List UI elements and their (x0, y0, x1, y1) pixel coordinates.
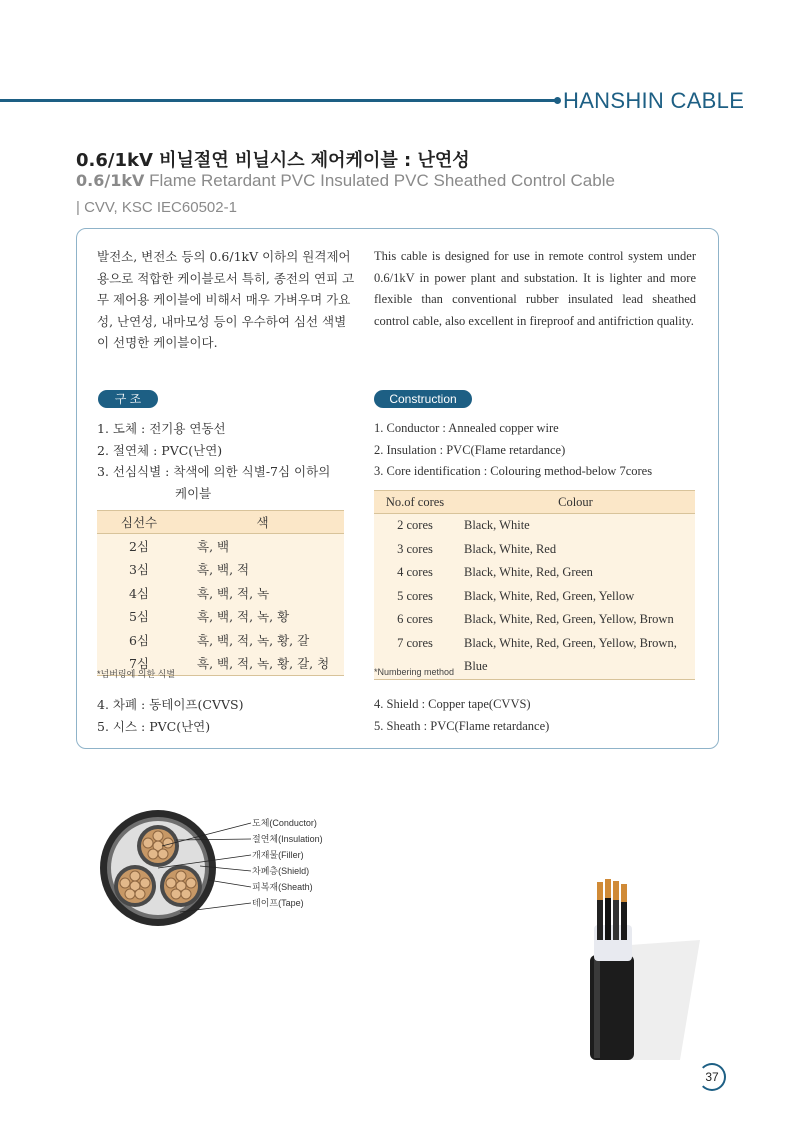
table-row (97, 581, 344, 605)
table-cell: Blue (456, 655, 695, 679)
table-cell: Black, White, Red, Green, Yellow, Brown, (456, 632, 695, 656)
construction-list-korean (97, 418, 357, 504)
table-cell: 3 cores (374, 538, 456, 562)
list-item: 1. Conductor : Annealed copper wire (374, 421, 559, 435)
table-header-cell: Colour (456, 491, 695, 514)
table-cell: 2 cores (374, 514, 456, 538)
page-title-korean: 0.6/1kV 비닐절연 비닐시스 제어케이블 : 난연성 (76, 150, 470, 171)
description-english: This cable is designed for use in remote control system under 0.6/1kV in power plant and substation. It is lighter and more flexible than conventional rubber insulated lead sheathed control cable, also excellent in fireproof and antifriction quality. (374, 249, 696, 328)
table-cell: 흑, 백 (181, 534, 344, 558)
table-cell: 4심 (97, 581, 181, 605)
table-cell: 7심 (97, 652, 181, 676)
table-cell: Black, White, Red (456, 538, 695, 562)
label-tape: 테이프(Tape) (252, 898, 304, 908)
table-cell: 흑, 백, 적, 녹, 황, 갈, 청 (181, 652, 344, 676)
label-shield: 차폐층(Shield) (252, 866, 310, 876)
header-rule-dot (554, 97, 561, 104)
construction-list-korean-continued (97, 694, 357, 737)
table-cell: 흑, 백, 적, 녹, 황, 갈 (181, 628, 344, 652)
list-item: 케이블 (175, 485, 212, 501)
table-row (374, 608, 695, 632)
list-item: 5. 시스 : PVC(난연) (97, 718, 211, 734)
cable-cross-section-diagram (88, 810, 258, 930)
table-header-cell: 색 (181, 511, 344, 534)
table-row (97, 534, 344, 558)
table-cell: Black, White, Red, Green, Yellow (456, 585, 695, 609)
table-header-row (97, 511, 344, 534)
cable-product-photo (570, 870, 710, 1060)
construction-list-english-continued (374, 694, 704, 737)
title-english-text: Flame Retardant PVC Insulated PVC Sheathed Control Cable (149, 171, 615, 190)
label-filler: 개재물(Filler) (252, 850, 304, 860)
construction-heading-english: Construction (374, 390, 472, 408)
table-cell: Black, White, Red, Green, Yellow, Brown (456, 608, 695, 632)
label-sheath: 피복재(Sheath) (252, 882, 313, 892)
table-cell: 5 cores (374, 585, 456, 609)
table-note-english: *Numbering method (374, 667, 455, 677)
list-item: 2. Insulation : PVC(Flame retardance) (374, 442, 566, 457)
core-right (160, 865, 202, 907)
table-row (374, 538, 695, 562)
table-header-cell: 심선수 (97, 511, 181, 534)
core-left (114, 865, 156, 907)
brand-name: HANSHIN CABLE (563, 88, 745, 113)
list-item: 2. 절연체 : PVC(난연) (97, 442, 223, 458)
list-item: 1. 도체 : 전기용 연동선 (97, 421, 226, 436)
table-row (97, 605, 344, 629)
title-voltage: 0.6/1kV (76, 171, 145, 190)
table-row (374, 561, 695, 585)
table-cell: 4 cores (374, 561, 456, 585)
construction-list-english (374, 418, 704, 483)
construction-heading-korean: 구 조 (98, 390, 158, 408)
core-colour-table-korean (97, 510, 344, 676)
table-row (97, 628, 344, 652)
list-item: 5. Sheath : PVC(Flame retardance) (374, 718, 550, 733)
header-rule (0, 99, 558, 102)
table-cell: Black, White (456, 514, 695, 538)
page-title-english (76, 171, 615, 191)
list-item: 3. Core identification : Colouring method-below 7cores (374, 464, 653, 478)
table-row (97, 558, 344, 582)
table-cell: 6심 (97, 628, 181, 652)
table-cell: 2심 (97, 534, 181, 558)
table-header-cell: No.of cores (374, 491, 456, 514)
table-row (374, 632, 695, 656)
standard-code: | CVV, KSC IEC60502-1 (76, 199, 237, 216)
table-cell: 흑, 백, 적 (181, 558, 344, 582)
table-cell: 흑, 백, 적, 녹 (181, 581, 344, 605)
table-row (374, 585, 695, 609)
label-conductor: 도체(Conductor) (252, 818, 317, 828)
label-insulation: 절연체(Insulation) (252, 834, 323, 844)
list-item: 4. 차폐 : 동테이프(CVVS) (97, 697, 244, 712)
table-row (374, 514, 695, 538)
core-colour-table-english (374, 490, 695, 680)
table-cell: 3심 (97, 558, 181, 582)
table-cell: 5심 (97, 605, 181, 629)
list-item: 3. 선심식별 : 착색에 의한 식별-7심 이하의 (97, 464, 331, 479)
list-item: 4. Shield : Copper tape(CVVS) (374, 697, 531, 711)
table-cell: 7 cores (374, 632, 456, 656)
table-cell: 흑, 백, 적, 녹, 황 (181, 605, 344, 629)
table-header-row (374, 491, 695, 514)
table-cell: 6 cores (374, 608, 456, 632)
description-korean: 발전소, 변전소 등의 0.6/1kV 이하의 원격제어용으로 적합한 케이블로서 특히, 종전의 연피 고무 제어용 케이블에 비해서 매우 가벼우며 가요성, 난연성, 내마모성 등이 우수하여 심선 색별이 선명한 케이블이다. (97, 249, 355, 351)
page-number: 37 (698, 1063, 726, 1091)
table-note-korean: *넘버링에 의한 식별 (97, 669, 176, 679)
copper-ends (597, 879, 627, 902)
core-top (137, 825, 179, 867)
table-cell: Black, White, Red, Green (456, 561, 695, 585)
